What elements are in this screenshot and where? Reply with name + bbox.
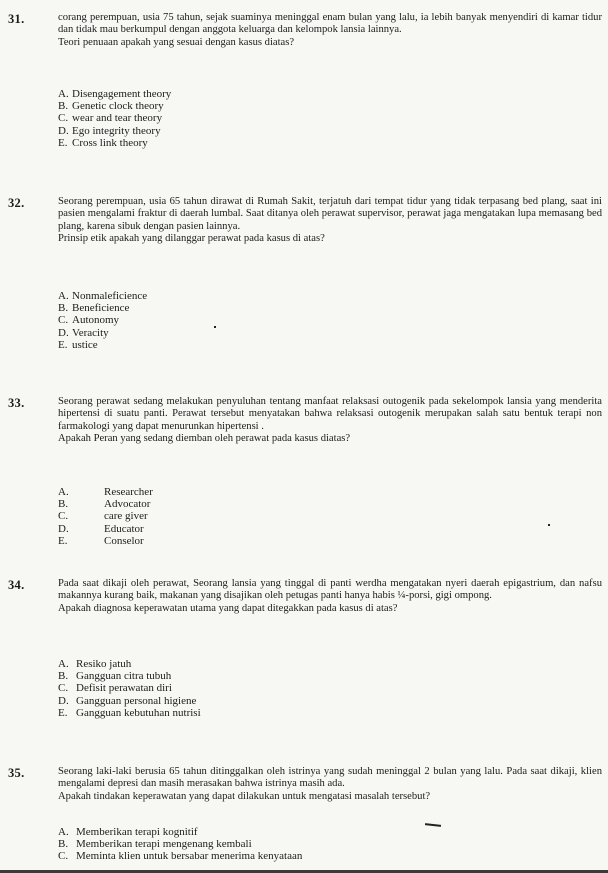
speck-mark — [548, 524, 550, 526]
option-d[interactable]: D. Gangguan personal higiene — [58, 694, 197, 707]
question-number: 33. — [8, 396, 25, 410]
question-prompt: Apakah Peran yang sedang diemban oleh perawat pada kasus diatas? — [58, 433, 351, 445]
option-e[interactable]: E. ustice — [58, 338, 98, 351]
option-e[interactable]: E. Conselor — [58, 534, 144, 547]
options-list — [58, 290, 147, 351]
question-stem — [58, 12, 602, 49]
question-number: 35. — [8, 766, 25, 780]
options-list — [58, 826, 302, 863]
question-text: Seorang perempuan, usia 65 tahun dirawat di Rumah Sakit, terjatuh dari tempat tidur yang tidak terpasang bed plang, saat ini pasien mengalami fraktur di daerah lumbal. Saat ditanya oleh perawat supervisor, perawat jaga mengatakan lupa memasang bed plang, karena sibuk dengan pasien lainnya. — [58, 196, 602, 232]
question-text: Seorang perawat sedang melakukan penyuluhan tentang manfaat relaksasi outogenik pada sekelompok lansia yang menderita hipertensi di suatu panti. Perawat tersebut menyatakan bahwa relaksasi outogenik merupakan salah satu bentuk terapi non farmakologi yang dapat menurunkan hipertensi . — [58, 396, 602, 432]
options-list — [58, 88, 171, 149]
option-b[interactable]: B. Genetic clock theory — [58, 100, 164, 113]
option-a[interactable]: A. Researcher — [58, 486, 153, 498]
options-list — [58, 486, 153, 547]
speck-mark — [214, 326, 216, 328]
question-text: corang perempuan, usia 75 tahun, sejak suaminya meninggal enam bulan yang lalu, ia lebih banyak menyendiri di kamar tidur dan tidak mau berkumpul dengan anggota keluarga dan kelompok lansia lainnya. — [58, 12, 602, 36]
option-b[interactable]: B. Beneficience — [58, 302, 130, 315]
question-stem — [58, 196, 602, 246]
question-prompt: Teori penuaan apakah yang sesuai dengan kasus diatas? — [58, 36, 295, 48]
pen-mark — [425, 823, 441, 827]
option-e[interactable]: E. Cross link theory — [58, 136, 148, 149]
question-prompt: Apakah tindakan keperawatan yang dapat dilakukan untuk mengatasi masalah tersebut? — [58, 790, 431, 802]
option-a[interactable]: A. Nonmaleficience — [58, 290, 148, 302]
option-d[interactable]: D. Educator — [58, 522, 144, 535]
option-c[interactable]: C. wear and tear theory — [58, 112, 163, 125]
question-number: 32. — [8, 196, 25, 210]
option-c[interactable]: C. Defisit perawatan diri — [58, 682, 172, 695]
option-a[interactable]: A. Disengagement theory — [58, 88, 172, 100]
option-c[interactable]: C. Meminta klien untuk bersabar menerima kenyataan — [58, 850, 303, 863]
option-c[interactable]: C. care giver — [58, 510, 148, 523]
option-b[interactable]: B. Memberikan terapi mengenang kembali — [58, 838, 252, 851]
option-b[interactable]: B. Advocator — [58, 498, 151, 511]
question-prompt: Apakah diagnosa keperawatan utama yang dapat ditegakkan pada kasus di atas? — [58, 602, 398, 614]
question-stem — [58, 396, 602, 446]
question-stem — [58, 766, 602, 803]
option-d[interactable]: D. Ego integrity theory — [58, 124, 161, 137]
option-a[interactable]: A. Resiko jatuh — [58, 658, 132, 670]
question-prompt: Prinsip etik apakah yang dilanggar perawat pada kasus di atas? — [58, 233, 325, 245]
option-a[interactable]: A. Memberikan terapi kognitif — [58, 826, 198, 838]
option-b[interactable]: B. Gangguan citra tubuh — [58, 670, 172, 683]
question-text: Seorang laki-laki berusia 65 tahun ditinggalkan oleh istrinya yang sudah meninggal 2 bulan yang lalu. Pada saat dikaji, klien mengalami depresi dan masih merasakan bahwa istrinya masih ada. — [58, 766, 602, 790]
question-number: 31. — [8, 12, 25, 26]
question-number: 34. — [8, 578, 25, 592]
option-c[interactable]: C. Autonomy — [58, 314, 120, 327]
option-d[interactable]: D. Veracity — [58, 326, 109, 339]
question-stem — [58, 578, 602, 615]
option-e[interactable]: E. Gangguan kebutuhan nutrisi — [58, 706, 201, 719]
question-text: Pada saat dikaji oleh perawat, Seorang lansia yang tinggal di panti werdha mengatakan nyeri daerah epigastrium, dan nafsu makannya kurang baik, makanan yang disajikan oleh petugas panti hanya habis ¼-porsi, gigi ompong. — [58, 578, 602, 602]
options-list — [58, 658, 201, 719]
